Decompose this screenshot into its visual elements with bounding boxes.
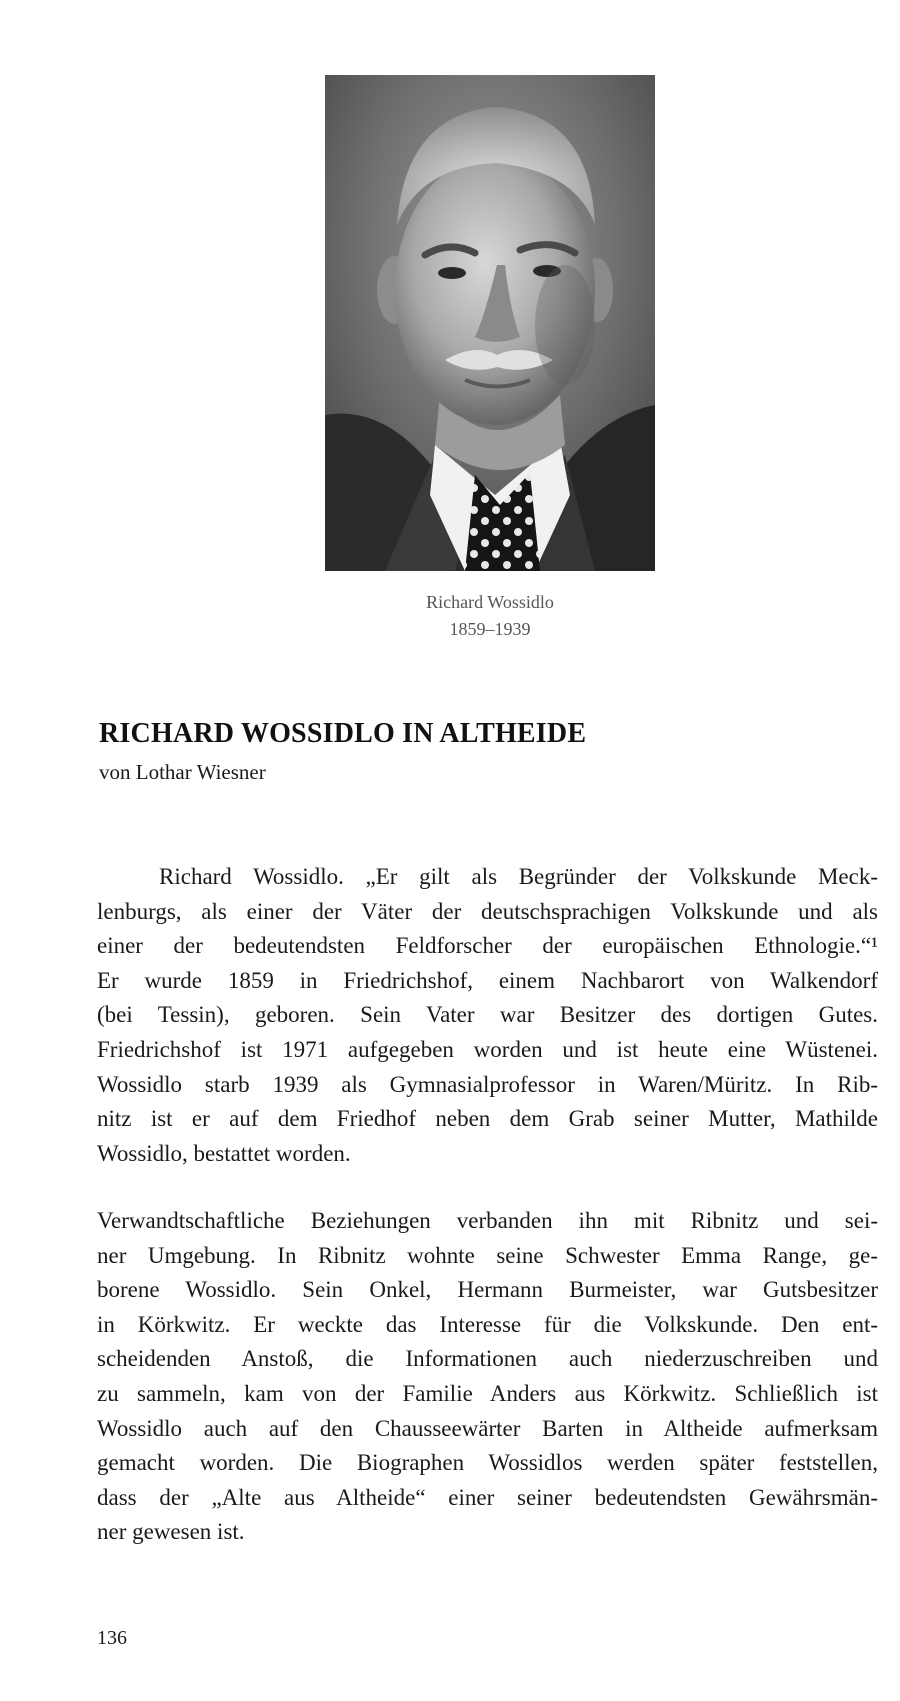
text-line: lenburgs, als einer der Väter der deutschsprachigen Volkskunde und als [97,898,878,924]
page-number: 136 [97,1627,127,1649]
text-line: borene Wossidlo. Sein Onkel, Hermann Burmeister, war Gutsbesitzer [97,1277,878,1303]
paragraph-1 [97,860,878,1171]
text-line: Richard Wossidlo. „Er gilt als Begründer der Volkskunde Meck- [159,864,878,889]
text-line: Wossidlo auch auf den Chausseewärter Barten in Altheide aufmerksam [97,1415,878,1441]
text-line: Wossidlo starb 1939 als Gymnasialprofessor in Waren/Müritz. In Rib- [97,1071,878,1097]
text-line: in Körkwitz. Er weckte das Interesse für die Volkskunde. Den ent- [97,1311,878,1337]
text-line: nitz ist er auf dem Friedhof neben dem Grab seiner Mutter, Mathilde [97,1106,878,1132]
text-line: ner gewesen ist. [97,1519,245,1545]
text-line: Verwandtschaftliche Beziehungen verbanden ihn mit Ribnitz und sei- [97,1208,878,1233]
text-line: Wossidlo, bestattet worden. [97,1140,351,1166]
text-line: dass der „Alte aus Altheide“ einer seiner bedeutendsten Gewährsmän- [97,1484,878,1510]
text-line: ner Umgebung. In Ribnitz wohnte seine Schwester Emma Range, ge- [97,1242,878,1268]
text-line: scheidenden Anstoß, die Informationen auch niederzuschreiben und [97,1346,878,1372]
article-author: von Lothar Wiesner [99,760,266,784]
article-title: RICHARD WOSSIDLO IN ALTHEIDE [99,718,587,749]
text-line: zu sammeln, kam von der Familie Anders aus Körkwitz. Schließlich ist [97,1380,878,1406]
text-line: gemacht worden. Die Biographen Wossidlos werden später feststellen, [97,1450,878,1476]
text-line: (bei Tessin), geboren. Sein Vater war Besitzer des dortigen Gutes. [97,1002,878,1028]
portrait-photo [325,75,655,571]
text-line: Er wurde 1859 in Friedrichshof, einem Nachbarort von Walkendorf [97,967,878,993]
photo-caption-name: Richard Wossidlo [426,592,554,612]
text-line: einer der bedeutendsten Feldforscher der europäischen Ethnologie.“¹ [97,933,878,959]
photo-caption-years: 1859–1939 [449,619,531,639]
paragraph-2 [97,1204,878,1550]
text-line: Friedrichshof ist 1971 aufgegeben worden und ist heute eine Wüstenei. [97,1036,878,1062]
